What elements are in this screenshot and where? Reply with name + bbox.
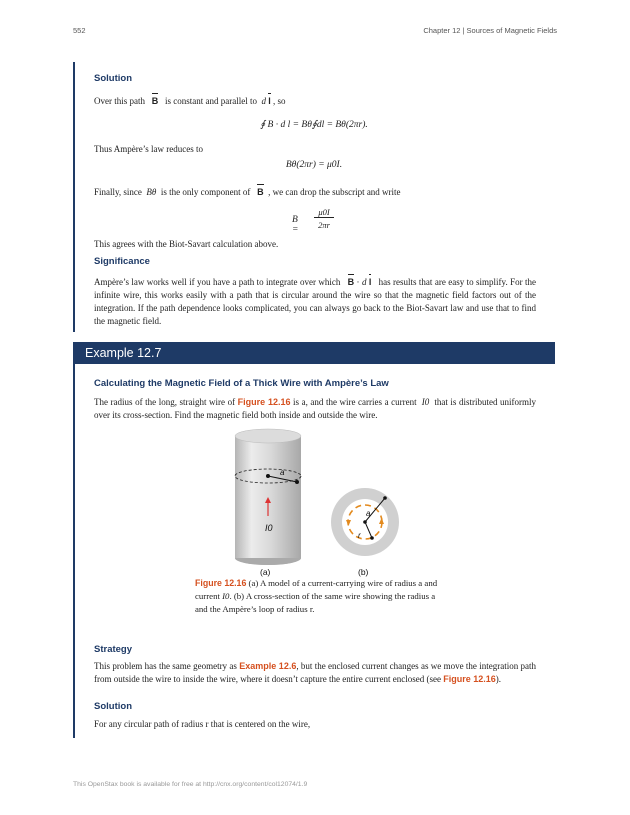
subfigure-a-label: (a) <box>260 567 271 577</box>
strategy-heading: Strategy <box>94 644 133 655</box>
equation-closed-integral: ∮ B · d l = Bθ∮dl = Bθ(2πr). <box>260 120 368 130</box>
solution-paragraph-1: Over this path B is constant and parallel to d l , so <box>94 96 286 106</box>
section-rule-top <box>73 62 75 332</box>
solution-paragraph-final: For any circular path of radius r that is centered on the wire, <box>94 719 311 729</box>
footer-note: This OpenStax book is available for free at http://cnx.org/content/col12074/1.9 <box>73 781 308 788</box>
label-a-section: a <box>366 509 371 518</box>
page-number: 552 <box>73 26 86 35</box>
section-rule-bottom <box>73 364 75 738</box>
example-title: Calculating the Magnetic Field of a Thick Wire with Ampère’s Law <box>94 378 389 389</box>
solution-heading-2: Solution <box>94 701 132 712</box>
figure-12-16-link[interactable]: Figure 12.16 <box>237 397 291 407</box>
solution-heading: Solution <box>94 73 132 84</box>
solution-paragraph-3: Finally, since Bθ is the only component of B , we can drop the subscript and write <box>94 187 401 197</box>
example-12-6-link[interactable]: Example 12.6 <box>239 661 297 671</box>
figure-12-16 <box>225 428 425 578</box>
running-header: Chapter 12 | Sources of Magnetic Fields <box>423 26 557 35</box>
solution-paragraph-4: This agrees with the Biot-Savart calculation above. <box>94 239 279 249</box>
example-banner: Example 12.7 <box>73 342 555 364</box>
equation-amperes-reduced: Bθ(2πr) = μ0I. <box>285 160 343 170</box>
strategy-paragraph: This problem has the same geometry as Example 12.6, but the enclosed current changes as we move the integration path from outside the wire to inside the wire, where it doesn’t capture the entire current enclosed (see Figure 12.16). <box>94 661 537 684</box>
cylinder-wire <box>235 429 301 565</box>
label-r: r <box>358 531 361 540</box>
example-problem: The radius of the long, straight wire of Figure 12.16 is a, and the wire carries a current I0 that is distributed uniformly over its cross-section. Find the magnetic field both inside and outside the wire. <box>94 397 536 420</box>
subfigure-b-label: (b) <box>358 567 369 577</box>
significance-paragraph: Ampère’s law works well if you have a path to integrate over which B · d l has results that are easy to simplify. For the infinite wire, this works easily with a path that is circular around the wire so that the magnetic field factors out of the integration. If the path dependence looks complicated, you can always go back to the Biot-Savart law and use that to find the magnetic field. <box>94 277 537 326</box>
significance-heading: Significance <box>94 256 150 267</box>
cross-section <box>331 488 399 556</box>
solution-paragraph-2: Thus Ampère’s law reduces to <box>94 144 203 154</box>
figure-12-16-link-2[interactable]: Figure 12.16 <box>443 674 496 684</box>
label-I0: I0 <box>265 523 273 533</box>
label-a: a <box>280 468 285 477</box>
figure-caption: Figure 12.16 (a) A model of a current-carrying wire of radius a and current I0. (b) A cross-section of the same wire showing the radius a and the Ampère’s loop of radius r. <box>195 578 438 614</box>
